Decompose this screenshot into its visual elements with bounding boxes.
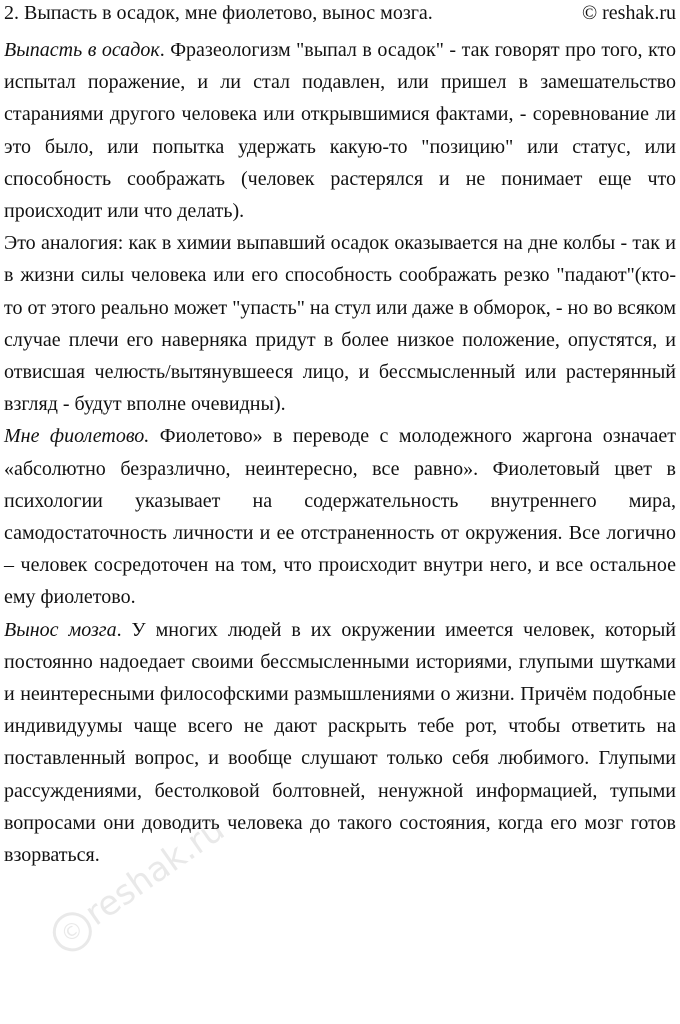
term-mne-fioletovo: Мне фиолетово.: [4, 425, 150, 448]
paragraph-text: . Фразеологизм "выпал в осадок" - так говорят про того, кто испытал поражение, и ли стал подавлен, или пришел в замешательство стараниями другого человека или открывшимися фактами, - соревнование ли это было, или попытка удержать какую-то "позицию" или статус, или способность соображать (человек растерялся и не понимает еще что происходит или что делать).: [4, 39, 676, 223]
paragraph-mne-fioletovo: [4, 420, 676, 613]
paragraph-vypast-v-osadok: [4, 34, 676, 227]
exercise-title: 2. Выпасть в осадок, мне фиолетово, вынос мозга.: [4, 2, 433, 24]
copyright-circle: [47, 907, 97, 957]
source-credit: © reshak.ru: [581, 2, 676, 24]
watermark-text: reshak.ru: [77, 809, 232, 934]
term-vypast-v-osadok: Выпасть в осадок: [4, 39, 160, 61]
paragraph-vynos-mozga: [4, 614, 676, 872]
term-vynos-mozga: Вынос мозга: [4, 618, 117, 641]
paragraph-text: Это аналогия: как в химии выпавший осадок оказывается на дне колбы - так и в жизни силы человека или его способность соображать резко "падают"(кто-то от этого реально может "упасть" на стул или даже в обморок, - но во всяком случае плечи его наверняка придут в более низкое положение, опустятся, и отвисшая челюсть/вытянувшееся лицо, и бессмысленный или растерянный взгляд - будут вполне очевидны).: [4, 232, 676, 416]
document-header: [4, 0, 676, 30]
paragraph-text: . У многих людей в их окружении имеется человек, который постоянно надоедает своими бессмысленными историями, глупыми шутками и неинтересными философскими размышлениями о жизни. Причём подобные индивидуумы чаще всего не дают раскрыть тебе рот, чтобы ответить на поставленный вопрос, и вообще слушают только себя любимого. Глупыми рассуждениями, бестолковой болтовней, ненужной информацией, тупыми вопросами они доводить человека до такого состояния, когда его мозг готов взорваться.: [4, 618, 677, 867]
paragraph-analogy: [4, 227, 676, 420]
document-body: [4, 34, 676, 871]
copyright-symbol: ©: [56, 915, 89, 949]
paragraph-text: Фиолетово» в переводе с молодежного жаргона означает «абсолютно безразлично, неинтересно, все равно». Фиолетовый цвет в психологии указывает на содержательность внутреннего мира, самодостаточность личности и ее отстраненность от окружения. Все логично – человек сосредоточен на том, что происходит внутри него, и все остальное ему фиолетово.: [4, 425, 676, 609]
